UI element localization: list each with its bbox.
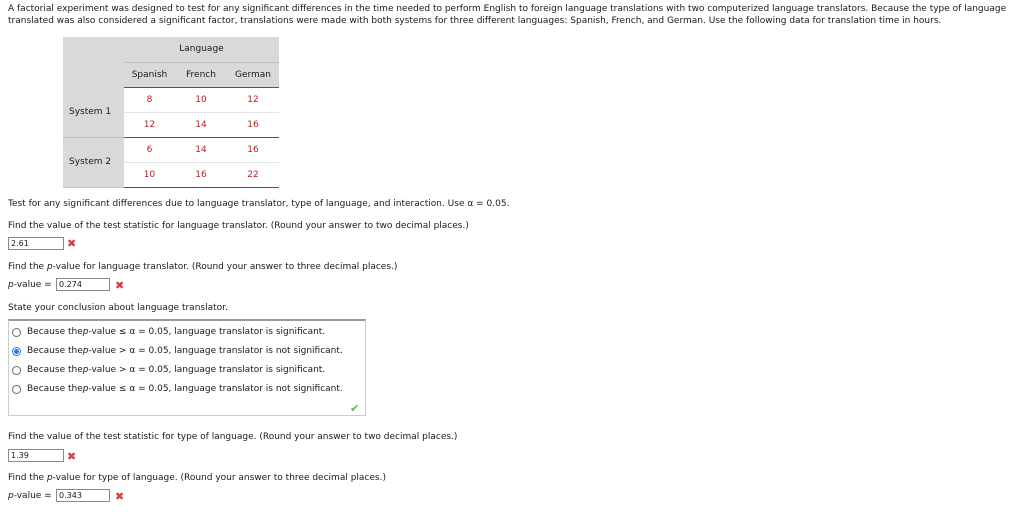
q5-incorrect-icon: ✖: [115, 490, 125, 503]
q3-options-box: [8, 319, 366, 416]
q1-prompt: Find the value of the test statistic for language translator. (Round your answer to two decimal places.): [8, 221, 469, 231]
table-cell: 14: [175, 137, 227, 162]
q3-option-4[interactable]: Because the p -value ≤ α = 0.05, language translator is not significant.: [12, 384, 343, 394]
table-cell: 8: [124, 87, 175, 112]
q3-option-2[interactable]: Because the p -value > α = 0.05, language translator is not significant.: [12, 346, 343, 356]
table-title: Language: [124, 37, 279, 62]
radio-button-selected[interactable]: [12, 347, 21, 356]
q5-label: p-value =: [8, 491, 52, 501]
col-header-german: German: [227, 62, 279, 87]
col-header-spanish: Spanish: [124, 62, 175, 87]
q2-answer-input[interactable]: 0.274: [56, 278, 110, 291]
q2-label: p-value =: [8, 280, 52, 290]
row-label-system-1: System 1: [63, 87, 124, 137]
q5-answer-input[interactable]: 0.343: [56, 489, 110, 502]
table-cell: 16: [227, 112, 279, 137]
q1-incorrect-icon: ✖: [67, 237, 77, 250]
table-cell: 6: [124, 137, 175, 162]
row-label-system-2: System 2: [63, 137, 124, 187]
q5-prompt: Find the p-value for type of language. (Round your answer to three decimal places.): [8, 473, 386, 483]
table-cell: 22: [227, 162, 279, 187]
table-corner: [63, 37, 124, 87]
table-cell: 12: [124, 112, 175, 137]
radio-button[interactable]: [12, 328, 21, 337]
q2-prompt: Find the p-value for language translator. (Round your answer to three decimal places.): [8, 262, 398, 272]
instruction-text: Test for any significant differences due to language translator, type of language, and interaction. Use α = 0.05.: [8, 199, 510, 209]
radio-button[interactable]: [12, 385, 21, 394]
q4-incorrect-icon: ✖: [67, 450, 77, 463]
q2-incorrect-icon: ✖: [115, 279, 125, 292]
table-cell: 16: [227, 137, 279, 162]
q3-option-1[interactable]: Because the p -value ≤ α = 0.05, language translator is significant.: [12, 327, 325, 337]
data-table: [63, 37, 279, 188]
q4-answer-input[interactable]: 1.39: [8, 449, 64, 462]
radio-button[interactable]: [12, 366, 21, 375]
table-cell: 10: [124, 162, 175, 187]
q3-option-3[interactable]: Because the p -value > α = 0.05, language translator is significant.: [12, 365, 325, 375]
table-cell: 16: [175, 162, 227, 187]
q3-prompt: State your conclusion about language translator.: [8, 303, 228, 313]
q3-correct-icon: ✔: [350, 402, 360, 415]
col-header-french: French: [175, 62, 227, 87]
table-cell: 10: [175, 87, 227, 112]
q1-answer-input[interactable]: 2.61: [8, 237, 64, 250]
table-cell: 12: [227, 87, 279, 112]
table-cell: 14: [175, 112, 227, 137]
q4-prompt: Find the value of the test statistic for type of language. (Round your answer to two decimal places.): [8, 432, 458, 442]
problem-intro: A factorial experiment was designed to test for any significant differences in the time needed to perform English to foreign language translations with two computerized language translators. Because the type of language translated was also considered a significant factor, translations were made with both systems for three different languages: Spanish, French, and German. Use the following data for translation time in hours.: [8, 4, 1007, 26]
